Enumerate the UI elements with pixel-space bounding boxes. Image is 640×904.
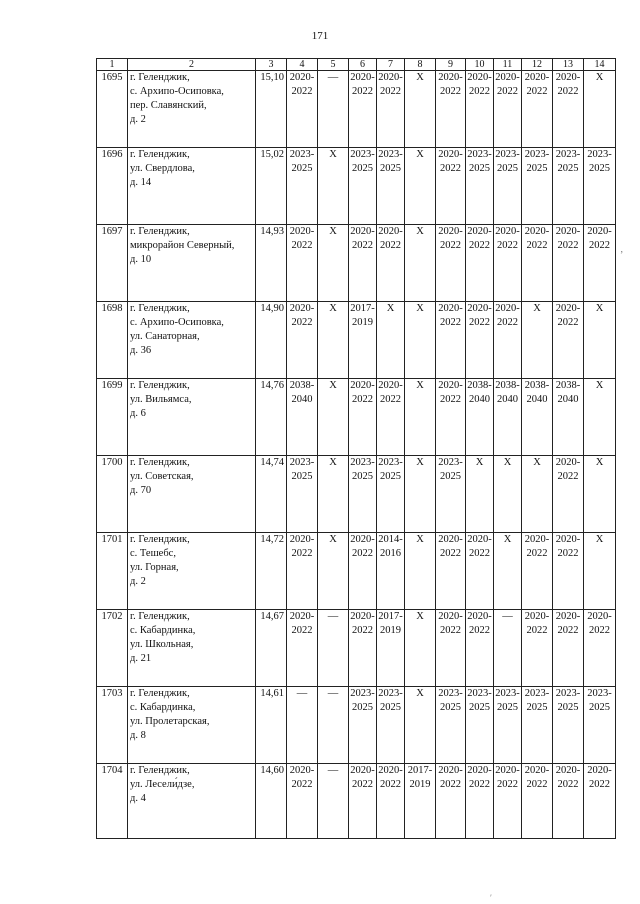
value-cell-col-14: 2020- 2022 <box>584 610 616 687</box>
value-cell-col-12: 2023- 2025 <box>522 148 553 225</box>
value-cell-col-7: 2017- 2019 <box>377 610 405 687</box>
value-cell-col-13: 2038- 2040 <box>553 379 584 456</box>
address-cell: г. Геленджик, ул. Советская, д. 70 <box>128 456 256 533</box>
value-cell-col-13: 2020- 2022 <box>553 610 584 687</box>
value-cell-col-14: Х <box>584 71 616 148</box>
header-cell-3: 3 <box>256 59 287 71</box>
value-cell-col-3: 15,10 <box>256 71 287 148</box>
header-cell-14: 14 <box>584 59 616 71</box>
value-cell-col-8: 2017- 2019 <box>405 764 436 839</box>
header-cell-7: 7 <box>377 59 405 71</box>
value-cell-col-4: 2020- 2022 <box>287 225 318 302</box>
value-cell-col-11: 2020- 2022 <box>494 71 522 148</box>
value-cell-col-9: 2023- 2025 <box>436 456 466 533</box>
value-cell-col-10: 2020- 2022 <box>466 764 494 839</box>
value-cell-col-12: Х <box>522 456 553 533</box>
value-cell-col-6: 2023- 2025 <box>349 687 377 764</box>
value-cell-col-7: 2023- 2025 <box>377 456 405 533</box>
value-cell-col-7: Х <box>377 302 405 379</box>
value-cell-col-12: Х <box>522 302 553 379</box>
value-cell-col-8: Х <box>405 225 436 302</box>
value-cell-col-3: 14,76 <box>256 379 287 456</box>
value-cell-col-10: 2023- 2025 <box>466 687 494 764</box>
value-cell-col-11: Х <box>494 533 522 610</box>
value-cell-col-7: 2023- 2025 <box>377 687 405 764</box>
row-number-cell: 1700 <box>97 456 128 533</box>
row-number-cell: 1695 <box>97 71 128 148</box>
value-cell-col-12: 2038- 2040 <box>522 379 553 456</box>
table-row <box>97 764 616 839</box>
value-cell-col-13: 2020- 2022 <box>553 533 584 610</box>
value-cell-col-13: 2020- 2022 <box>553 764 584 839</box>
value-cell-col-10: 2023- 2025 <box>466 148 494 225</box>
value-cell-col-9: 2020- 2022 <box>436 533 466 610</box>
value-cell-col-5: Х <box>318 379 349 456</box>
bottom-mark: ′ <box>490 893 492 903</box>
header-cell-12: 12 <box>522 59 553 71</box>
value-cell-col-8: Х <box>405 71 436 148</box>
header-cell-5: 5 <box>318 59 349 71</box>
page-number: 171 <box>311 30 329 42</box>
value-cell-col-10: 2020- 2022 <box>466 71 494 148</box>
address-cell: г. Геленджик, ул. Вильямса, д. 6 <box>128 379 256 456</box>
table-row <box>97 148 616 225</box>
address-cell: г. Геленджик, с. Архипо-Осиповка, ул. Санаторная, д. 36 <box>128 302 256 379</box>
table-row <box>97 302 616 379</box>
table-header <box>97 59 616 71</box>
value-cell-col-11: 2023- 2025 <box>494 148 522 225</box>
value-cell-col-7: 2020- 2022 <box>377 379 405 456</box>
value-cell-col-6: 2020- 2022 <box>349 764 377 839</box>
value-cell-col-3: 14,90 <box>256 302 287 379</box>
value-cell-col-4: 2020- 2022 <box>287 302 318 379</box>
value-cell-col-9: 2020- 2022 <box>436 764 466 839</box>
value-cell-col-7: 2023- 2025 <box>377 148 405 225</box>
header-cell-9: 9 <box>436 59 466 71</box>
table-row <box>97 225 616 302</box>
value-cell-col-11: 2038- 2040 <box>494 379 522 456</box>
margin-mark: ’ <box>620 250 624 261</box>
value-cell-col-13: 2020- 2022 <box>553 71 584 148</box>
value-cell-col-11: Х <box>494 456 522 533</box>
value-cell-col-14: 2020- 2022 <box>584 764 616 839</box>
value-cell-col-8: Х <box>405 379 436 456</box>
value-cell-col-3: 14,74 <box>256 456 287 533</box>
value-cell-col-10: 2038- 2040 <box>466 379 494 456</box>
address-cell: г. Геленджик, ул. Лесели́дзе, д. 4 <box>128 764 256 839</box>
value-cell-col-8: Х <box>405 533 436 610</box>
header-cell-6: 6 <box>349 59 377 71</box>
value-cell-col-13: 2020- 2022 <box>553 456 584 533</box>
value-cell-col-4: 2020- 2022 <box>287 533 318 610</box>
row-number-cell: 1696 <box>97 148 128 225</box>
value-cell-col-6: 2020- 2022 <box>349 610 377 687</box>
value-cell-col-6: 2017- 2019 <box>349 302 377 379</box>
value-cell-col-7: 2020- 2022 <box>377 764 405 839</box>
value-cell-col-3: 14,72 <box>256 533 287 610</box>
row-number-cell: 1697 <box>97 225 128 302</box>
value-cell-col-5: Х <box>318 148 349 225</box>
value-cell-col-6: 2023- 2025 <box>349 148 377 225</box>
value-cell-col-13: 2020- 2022 <box>553 225 584 302</box>
value-cell-col-11: 2020- 2022 <box>494 225 522 302</box>
value-cell-col-13: 2020- 2022 <box>553 302 584 379</box>
table-row <box>97 687 616 764</box>
row-number-cell: 1704 <box>97 764 128 839</box>
header-cell-10: 10 <box>466 59 494 71</box>
header-cell-13: 13 <box>553 59 584 71</box>
address-cell: г. Геленджик, с. Кабардинка, ул. Школьная, д. 21 <box>128 610 256 687</box>
value-cell-col-14: 2023- 2025 <box>584 148 616 225</box>
header-cell-4: 4 <box>287 59 318 71</box>
header-row <box>97 59 616 71</box>
header-cell-11: 11 <box>494 59 522 71</box>
value-cell-col-11: 2020- 2022 <box>494 764 522 839</box>
value-cell-col-12: 2020- 2022 <box>522 71 553 148</box>
header-cell-1: 1 <box>97 59 128 71</box>
address-cell: г. Геленджик, микрорайон Северный, д. 10 <box>128 225 256 302</box>
value-cell-col-10: 2020- 2022 <box>466 610 494 687</box>
value-cell-col-9: 2020- 2022 <box>436 71 466 148</box>
value-cell-col-12: 2023- 2025 <box>522 687 553 764</box>
table-row <box>97 610 616 687</box>
value-cell-col-5: Х <box>318 533 349 610</box>
row-number-cell: 1698 <box>97 302 128 379</box>
address-cell: г. Геленджик, с. Тешебс, ул. Горная, д. 2 <box>128 533 256 610</box>
value-cell-col-9: 2020- 2022 <box>436 610 466 687</box>
value-cell-col-8: Х <box>405 456 436 533</box>
table-body <box>97 71 616 839</box>
value-cell-col-6: 2020- 2022 <box>349 379 377 456</box>
value-cell-col-4: 2020- 2022 <box>287 764 318 839</box>
value-cell-col-7: 2020- 2022 <box>377 71 405 148</box>
address-cell: г. Геленджик, с. Кабардинка, ул. Пролетарская, д. 8 <box>128 687 256 764</box>
table-row <box>97 456 616 533</box>
value-cell-col-14: Х <box>584 456 616 533</box>
value-cell-col-4: 2020- 2022 <box>287 71 318 148</box>
value-cell-col-12: 2020- 2022 <box>522 610 553 687</box>
value-cell-col-11: 2023- 2025 <box>494 687 522 764</box>
value-cell-col-5: Х <box>318 225 349 302</box>
header-cell-8: 8 <box>405 59 436 71</box>
value-cell-col-3: 15,02 <box>256 148 287 225</box>
value-cell-col-14: Х <box>584 302 616 379</box>
value-cell-col-13: 2023- 2025 <box>553 687 584 764</box>
value-cell-col-14: 2020- 2022 <box>584 225 616 302</box>
value-cell-col-9: 2023- 2025 <box>436 687 466 764</box>
value-cell-col-8: Х <box>405 148 436 225</box>
value-cell-col-9: 2020- 2022 <box>436 302 466 379</box>
value-cell-col-10: 2020- 2022 <box>466 225 494 302</box>
table-row <box>97 533 616 610</box>
value-cell-col-11: 2020- 2022 <box>494 302 522 379</box>
row-number-cell: 1702 <box>97 610 128 687</box>
value-cell-col-14: 2023- 2025 <box>584 687 616 764</box>
value-cell-col-3: 14,60 <box>256 764 287 839</box>
value-cell-col-14: Х <box>584 533 616 610</box>
value-cell-col-14: Х <box>584 379 616 456</box>
table-row <box>97 71 616 148</box>
value-cell-col-5: — <box>318 764 349 839</box>
value-cell-col-10: 2020- 2022 <box>466 533 494 610</box>
value-cell-col-8: Х <box>405 302 436 379</box>
value-cell-col-4: — <box>287 687 318 764</box>
value-cell-col-7: 2020- 2022 <box>377 225 405 302</box>
value-cell-col-5: — <box>318 71 349 148</box>
header-cell-2: 2 <box>128 59 256 71</box>
value-cell-col-5: Х <box>318 456 349 533</box>
row-number-cell: 1701 <box>97 533 128 610</box>
table-row <box>97 379 616 456</box>
value-cell-col-5: — <box>318 610 349 687</box>
value-cell-col-12: 2020- 2022 <box>522 225 553 302</box>
value-cell-col-12: 2020- 2022 <box>522 764 553 839</box>
value-cell-col-6: 2020- 2022 <box>349 225 377 302</box>
value-cell-col-3: 14,93 <box>256 225 287 302</box>
value-cell-col-6: 2023- 2025 <box>349 456 377 533</box>
value-cell-col-13: 2023- 2025 <box>553 148 584 225</box>
value-cell-col-4: 2020- 2022 <box>287 610 318 687</box>
value-cell-col-4: 2038- 2040 <box>287 379 318 456</box>
value-cell-col-3: 14,67 <box>256 610 287 687</box>
value-cell-col-5: — <box>318 687 349 764</box>
value-cell-col-7: 2014- 2016 <box>377 533 405 610</box>
value-cell-col-9: 2020- 2022 <box>436 225 466 302</box>
address-cell: г. Геленджик, ул. Свердлова, д. 14 <box>128 148 256 225</box>
value-cell-col-6: 2020- 2022 <box>349 533 377 610</box>
row-number-cell: 1699 <box>97 379 128 456</box>
value-cell-col-11: — <box>494 610 522 687</box>
value-cell-col-9: 2020- 2022 <box>436 148 466 225</box>
address-cell: г. Геленджик, с. Архипо-Осиповка, пер. Славянский, д. 2 <box>128 71 256 148</box>
value-cell-col-12: 2020- 2022 <box>522 533 553 610</box>
value-cell-col-9: 2020- 2022 <box>436 379 466 456</box>
value-cell-col-6: 2020- 2022 <box>349 71 377 148</box>
value-cell-col-4: 2023- 2025 <box>287 148 318 225</box>
value-cell-col-8: Х <box>405 610 436 687</box>
value-cell-col-8: Х <box>405 687 436 764</box>
value-cell-col-10: 2020- 2022 <box>466 302 494 379</box>
value-cell-col-3: 14,61 <box>256 687 287 764</box>
value-cell-col-4: 2023- 2025 <box>287 456 318 533</box>
value-cell-col-10: Х <box>466 456 494 533</box>
row-number-cell: 1703 <box>97 687 128 764</box>
value-cell-col-5: Х <box>318 302 349 379</box>
register-table <box>96 58 616 839</box>
